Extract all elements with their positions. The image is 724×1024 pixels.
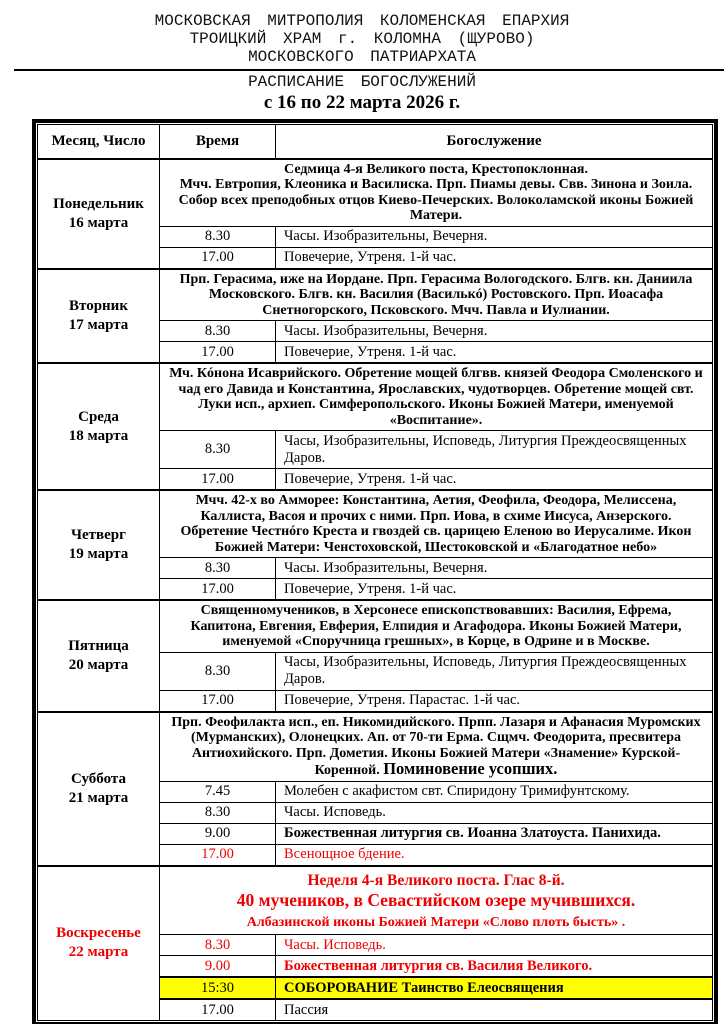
day-section-wednesday [38, 363, 713, 431]
description-paragraph [168, 177, 704, 224]
schedule-title: РАСПИСАНИЕ БОГОСЛУЖЕНИЙ [248, 73, 476, 91]
schedule-table-wrapper [32, 119, 718, 1024]
description-cell-saturday [160, 712, 713, 782]
header-line-patriarchate: МОСКОВСКОГО ПАТРИАРХАТА [248, 48, 476, 66]
time-cell: 8.30 [160, 652, 276, 690]
day-name: Вторник [69, 297, 128, 314]
day-section-sunday [38, 866, 713, 935]
service-cell: Часы. Изобразительны, Вечерня. [276, 558, 713, 579]
header-line-church: ТРОИЦКИЙ ХРАМ г. КОЛОМНА (ЩУРОВО) [189, 30, 535, 48]
day-cell-sunday [38, 866, 160, 1021]
day-date: 22 марта [68, 944, 129, 961]
service-cell: Часы. Изобразительны, Вечерня. [276, 321, 713, 342]
time-cell: 17.00 [160, 999, 276, 1021]
time-cell: 8.30 [160, 802, 276, 823]
time-cell: 8.30 [160, 321, 276, 342]
col-header-day: Месяц, Число [38, 125, 160, 159]
description-text: 40 мучеников, в Севастийском озере мучившихся. [236, 890, 636, 910]
service-cell: Повечерие, Утреня. 1-й час. [276, 247, 713, 269]
description-paragraph [168, 272, 704, 319]
service-cell: СОБОРОВАНИЕ Таинство Елеосвящения [276, 977, 713, 999]
day-date: 18 марта [68, 427, 129, 444]
day-name: Четверг [71, 527, 126, 543]
service-cell: Пассия [276, 999, 713, 1021]
service-cell: Повечерие, Утреня. 1-й час. [276, 342, 713, 364]
day-cell-friday [38, 600, 160, 712]
day-date: 21 марта [68, 789, 129, 806]
description-text: Мч. Кóнона Исаврийского. Обретение мощей блгвв. князей Феодора Смоленского и чад его Давида и Константина, Ярославских, чудотворцев. Обретение мощей свт. Луки исп., архиеп. Симферопольского. Иконы Божией Матери, именуемой «Воспитание». [169, 366, 703, 428]
day-section-friday [38, 600, 713, 652]
service-cell: Всенощное бдение. [276, 844, 713, 866]
time-cell: 17.00 [160, 247, 276, 269]
description-paragraph [168, 873, 704, 890]
day-date: 17 марта [68, 316, 129, 333]
col-header-service: Богослужение [276, 125, 713, 159]
day-section-tuesday [38, 269, 713, 321]
service-cell: Часы, Изобразительны, Исповедь, Литургия Преждеосвященных Даров. [276, 431, 713, 469]
description-paragraph [168, 715, 704, 779]
description-text: Седмица 4-я Великого поста, Крестопоклонная. [284, 161, 588, 177]
service-cell: Часы. Изобразительны, Вечерня. [276, 226, 713, 247]
description-text: Поминовение усопших. [383, 759, 558, 778]
description-text: Неделя 4-я Великого поста. Глас 8-й. [307, 871, 565, 889]
time-cell: 17.00 [160, 690, 276, 712]
time-cell: 17.00 [160, 844, 276, 866]
description-cell-monday [160, 159, 713, 227]
description-paragraph [168, 890, 704, 911]
description-paragraph [168, 915, 704, 931]
description-text: Прп. Герасима, иже на Иордане. Прп. Герасима Вологодского. Блгв. кн. Даниила Московского. Блгв. кн. Василия (Василькó) Ростовского. Прп. Иоасафа Снетногорского, Псковского. Мчч. Павла и Иулиании. [179, 271, 693, 318]
table-header-row [38, 125, 713, 159]
description-text: Мчч. 42-х во Амморее: Константина, Аетия, Феофила, Феодора, Мелиссена, Каллиста, Васоя и прочих с ними. Прп. Иова, в схиме Иисуса, Анзерского. Обретение Честнóго Креста и гвоздей св. царицею Еленою во Иерусалиме. Икон Божией Матери: Ченстоховской, Шестоковской и «Благодатное небо» [180, 493, 692, 555]
time-cell: 15:30 [160, 977, 276, 999]
time-cell: 7.45 [160, 781, 276, 802]
day-date: 16 марта [68, 214, 129, 231]
description-cell-friday [160, 600, 713, 652]
day-section-thursday [38, 490, 713, 558]
service-cell: Часы, Изобразительны, Исповедь, Литургия Преждеосвященных Даров. [276, 652, 713, 690]
service-cell: Часы. Исповедь. [276, 935, 713, 956]
day-date: 19 марта [68, 546, 129, 562]
description-text: Албазинской иконы Божией Матери «Слово плоть бысть» . [246, 914, 626, 930]
header-divider [14, 69, 724, 71]
service-cell: Часы. Исповедь. [276, 802, 713, 823]
description-cell-thursday [160, 490, 713, 558]
day-name: Воскресенье [56, 925, 141, 942]
day-cell-wednesday [38, 363, 160, 490]
service-cell: Божественная литургия св. Иоанна Златоуста. Панихида. [276, 823, 713, 844]
description-paragraph [168, 603, 704, 650]
schedule-table-body [38, 125, 713, 1021]
description-paragraph [168, 493, 704, 555]
description-paragraph [168, 366, 704, 428]
day-name: Понедельник [53, 195, 144, 212]
date-range: с 16 по 22 марта 2026 г. [263, 92, 461, 113]
description-text: Священномучеников, в Херсонесе епископствовавших: Василия, Ефрема, Капитона, Евгения, Евферия, Елпидия и Агафодора. Иконы Божией Матери, именуемой «Споручница грешных», в Корце, в Одрине и в Москве. [190, 603, 682, 649]
day-section-monday [38, 159, 713, 227]
time-cell: 8.30 [160, 935, 276, 956]
description-cell-sunday [160, 866, 713, 935]
day-cell-monday [38, 159, 160, 269]
time-cell: 8.30 [160, 226, 276, 247]
day-name: Пятница [68, 637, 129, 654]
service-cell: Повечерие, Утреня. 1-й час. [276, 469, 713, 491]
church-header [0, 0, 724, 66]
day-cell-tuesday [38, 269, 160, 364]
time-cell: 9.00 [160, 956, 276, 978]
time-cell: 17.00 [160, 469, 276, 491]
schedule-table [37, 124, 713, 1021]
description-paragraph [168, 162, 704, 178]
col-header-time: Время [160, 125, 276, 159]
day-section-saturday [38, 712, 713, 782]
day-cell-saturday [38, 712, 160, 866]
time-cell: 9.00 [160, 823, 276, 844]
time-cell: 8.30 [160, 558, 276, 579]
service-cell: Повечерие, Утреня. 1-й час. [276, 579, 713, 601]
time-cell: 17.00 [160, 579, 276, 601]
day-cell-thursday [38, 490, 160, 600]
day-date: 20 марта [68, 656, 129, 673]
service-cell: Молебен с акафистом свт. Спиридону Тримифунтскому. [276, 781, 713, 802]
description-text: Мчч. Евтропия, Клеоника и Василиска. Прп. Пиамы девы. Свв. Зинона и Зоила. Собор всех преподобных отцов Киево-Печерских. Волоколамской иконы Божией Матери. [178, 177, 694, 223]
day-name: Суббота [71, 770, 126, 787]
description-cell-wednesday [160, 363, 713, 431]
time-cell: 17.00 [160, 342, 276, 364]
header-line-metropolia: МОСКОВСКАЯ МИТРОПОЛИЯ КОЛОМЕНСКАЯ ЕПАРХИЯ [154, 12, 570, 30]
service-cell: Повечерие, Утреня. Парастас. 1-й час. [276, 690, 713, 712]
day-name: Среда [78, 408, 119, 425]
time-cell: 8.30 [160, 431, 276, 469]
description-cell-tuesday [160, 269, 713, 321]
description-text: Прп. Феофилакта исп., еп. Никомидийского. Прпп. Лазаря и Афанасия Муромских (Мурманских), Олонецких. Ап. от 70-ти Ерма. Сщмч. Феодорита, пресвитера Антиохийского. Прп. Дометия. Иконы Божией Матери «Знамение» Курской-Коренной. [171, 714, 701, 778]
service-cell: Божественная литургия св. Василия Великого. [276, 956, 713, 978]
